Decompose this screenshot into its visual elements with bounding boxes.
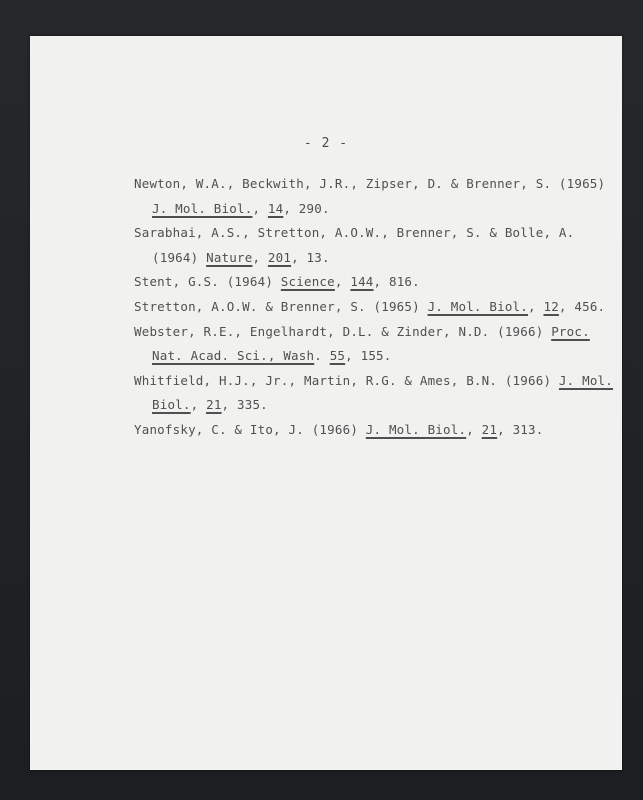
document-page <box>30 36 622 770</box>
citation-text: , <box>334 274 351 290</box>
underlined-citation-text: 12 <box>543 298 559 314</box>
underlined-citation-text: Science <box>280 274 335 290</box>
reference-line <box>134 221 614 246</box>
citation-text: , <box>190 397 207 413</box>
reference-entry-whitfield <box>134 369 614 418</box>
citation-text: Webster, R.E., Engelhardt, D.L. & Zinder, N.D. (1966) <box>134 323 552 339</box>
underlined-citation-text: Biol. <box>152 397 191 413</box>
citation-text: Sarabhai, A.S., Stretton, A.O.W., Brenner, S. & Bolle, A. <box>134 225 575 241</box>
reference-line <box>134 197 614 222</box>
citation-text: , 290. <box>283 200 330 216</box>
citation-text: , <box>252 200 268 216</box>
underlined-citation-text: J. Mol. Biol. <box>152 200 253 216</box>
citation-text: , <box>252 249 268 265</box>
citation-text: , 313. <box>497 421 544 437</box>
citation-text: Yanofsky, C. & Ito, J. (1966) <box>134 421 366 437</box>
citation-text: , 456. <box>558 298 606 314</box>
reference-line <box>134 369 614 394</box>
underlined-citation-text: Nature <box>206 249 253 265</box>
reference-line <box>134 246 614 271</box>
underlined-citation-text: Proc. <box>551 323 590 339</box>
citation-text: Stretton, A.O.W. & Brenner, S. (1965) <box>134 298 428 314</box>
citation-text: (1964) <box>152 249 207 265</box>
underlined-citation-text: 14 <box>267 200 284 216</box>
citation-text: , 13. <box>291 249 330 265</box>
underlined-citation-text: 21 <box>481 421 498 437</box>
reference-entry-stretton <box>134 295 614 320</box>
reference-entry-yanofsky <box>134 418 614 443</box>
reference-list <box>134 172 614 443</box>
citation-text: Newton, W.A., Beckwith, J.R., Zipser, D. & Brenner, S. (1965) <box>134 176 606 191</box>
citation-text: , 155. <box>345 348 392 364</box>
reference-line <box>134 270 614 295</box>
reference-line <box>134 320 614 345</box>
reference-entry-webster <box>134 320 614 369</box>
citation-text: . <box>314 348 330 364</box>
reference-line <box>134 172 614 197</box>
reference-line <box>134 344 614 369</box>
underlined-citation-text: J. Mol. Biol. <box>365 421 467 437</box>
reference-line <box>134 418 614 443</box>
citation-text: , <box>528 298 544 314</box>
underlined-citation-text: 55 <box>329 348 346 364</box>
underlined-citation-text: 144 <box>350 274 374 290</box>
reference-line <box>134 295 614 320</box>
reference-entry-newton <box>134 172 614 221</box>
citation-text: , <box>466 421 482 437</box>
citation-text: , 335. <box>221 397 268 413</box>
underlined-citation-text: Nat. Acad. Sci., Wash <box>152 348 315 364</box>
underlined-citation-text: 21 <box>206 397 222 413</box>
reference-entry-stent <box>134 270 614 295</box>
reference-entry-sarabhai <box>134 221 614 270</box>
reference-line <box>134 393 614 418</box>
underlined-citation-text: 201 <box>267 249 292 265</box>
citation-text: Stent, G.S. (1964) <box>134 274 281 290</box>
citation-text: Whitfield, H.J., Jr., Martin, R.G. & Ames, B.N. (1966) <box>134 372 559 388</box>
underlined-citation-text: J. Mol. Biol. <box>427 298 529 314</box>
citation-text: , 816. <box>373 274 420 290</box>
page-number: - 2 - <box>303 136 349 151</box>
underlined-citation-text: J. Mol. <box>558 372 614 388</box>
